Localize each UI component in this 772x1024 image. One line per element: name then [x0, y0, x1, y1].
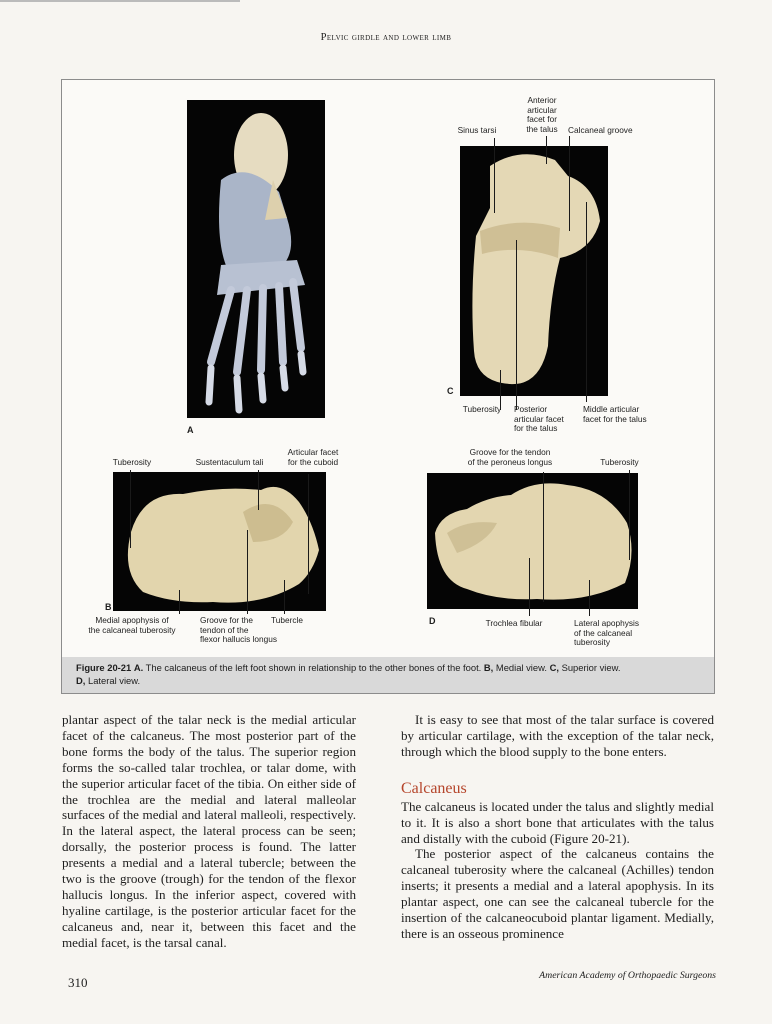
label-lateral-apophysis: Lateral apophysis of the calcaneal tuberosity	[574, 618, 640, 647]
label-anterior-facet: Anterior articular facet for the talus	[526, 95, 558, 134]
foot-skeleton-image	[187, 100, 325, 418]
label-tubercle: Tubercle	[271, 615, 303, 625]
label-tuberosity-d: Tuberosity	[600, 457, 639, 467]
calcaneus-lateral-image	[427, 473, 638, 609]
paragraph: plantar aspect of the talar neck is the medial articular facet of the calcaneus. The most posterior part of the bone forms the body of the talus. The superior region forms the so-called talar trochlea, or talar dome, with the superior articular facet of the tibia. On either side of the trochlea are the medial and lateral malleolar surfaces of the medial and lateral malleoli, respectively. In the lateral aspect, the lateral process can be seen; dorsally, the posterior process is found. The latter presents a medial and a lateral tubercle; between the two is the groove (trough) for the tendon of the flexor hallucis longus. In the inferior aspect, covered with hyaline cartilage, is the posterior articular facet for the calcaneus and, near it, between this facet and the medial facet, is the tarsal canal.	[62, 712, 356, 950]
photo-panel-d	[427, 473, 638, 609]
panel-letter-a: A	[187, 425, 194, 435]
photo-panel-b	[113, 472, 326, 611]
label-sustentaculum: Sustentaculum tali	[195, 457, 264, 467]
paragraph: The calcaneus is located under the talus and slightly medial to it. It is also a short bone that articulates with the talus and distally with the cuboid (Figure 20-21).	[401, 798, 714, 846]
label-sinus-tarsi: Sinus tarsi	[457, 125, 497, 135]
label-tuberosity-c: Tuberosity	[462, 404, 502, 414]
section-heading-calcaneus: Calcaneus	[401, 779, 467, 797]
label-medial-apophysis: Medial apophysis of the calcaneal tuberosity	[88, 615, 176, 635]
page-number: 310	[68, 975, 88, 990]
publisher-footer: American Academy of Orthopaedic Surgeons	[539, 970, 716, 981]
label-tuberosity-b: Tuberosity	[112, 457, 152, 467]
label-middle-facet: Middle articular facet for the talus	[583, 404, 647, 424]
body-column-left	[62, 712, 356, 951]
photo-panel-a	[187, 100, 325, 418]
label-calcaneal-groove: Calcaneal groove	[568, 125, 633, 135]
figure-caption: Figure 20-21 A. The calcaneus of the left foot shown in relationship to the other bones of the foot. B, Medial view. C, Superior view. D, Lateral view.	[62, 657, 714, 693]
label-trochlea-fibular: Trochlea fibular	[485, 618, 543, 628]
panel-letter-c: C	[447, 386, 454, 396]
top-rule	[0, 0, 240, 2]
running-head: Pelvic girdle and lower limb	[320, 32, 452, 43]
paragraph: It is easy to see that most of the talar surface is covered by articular cartilage, with the exception of the talar neck, through which the blood supply to the bone enters.	[401, 712, 714, 759]
figure-20-21	[61, 79, 715, 694]
label-articular-facet-cuboid: Articular facet for the cuboid	[287, 447, 339, 467]
body-column-right	[401, 712, 714, 942]
label-posterior-facet: Posterior articular facet for the talus	[514, 404, 564, 433]
panel-letter-d: D	[429, 616, 436, 626]
label-groove-peroneus: Groove for the tendon of the peroneus longus	[467, 447, 553, 467]
label-groove-fhl: Groove for the tendon of the flexor hallucis longus	[200, 615, 278, 644]
paragraph: The posterior aspect of the calcaneus contains the calcaneal tuberosity where the calcaneal (Achilles) tendon inserts; it presents a medial and a lateral apophysis. In its plantar aspect, one can see the calcaneal tubercle for the insertion of the calcaneocuboid plantar ligament. Medially, there is an osseous prominence	[401, 846, 714, 941]
calcaneus-medial-image	[113, 472, 326, 611]
panel-letter-b: B	[105, 602, 112, 612]
